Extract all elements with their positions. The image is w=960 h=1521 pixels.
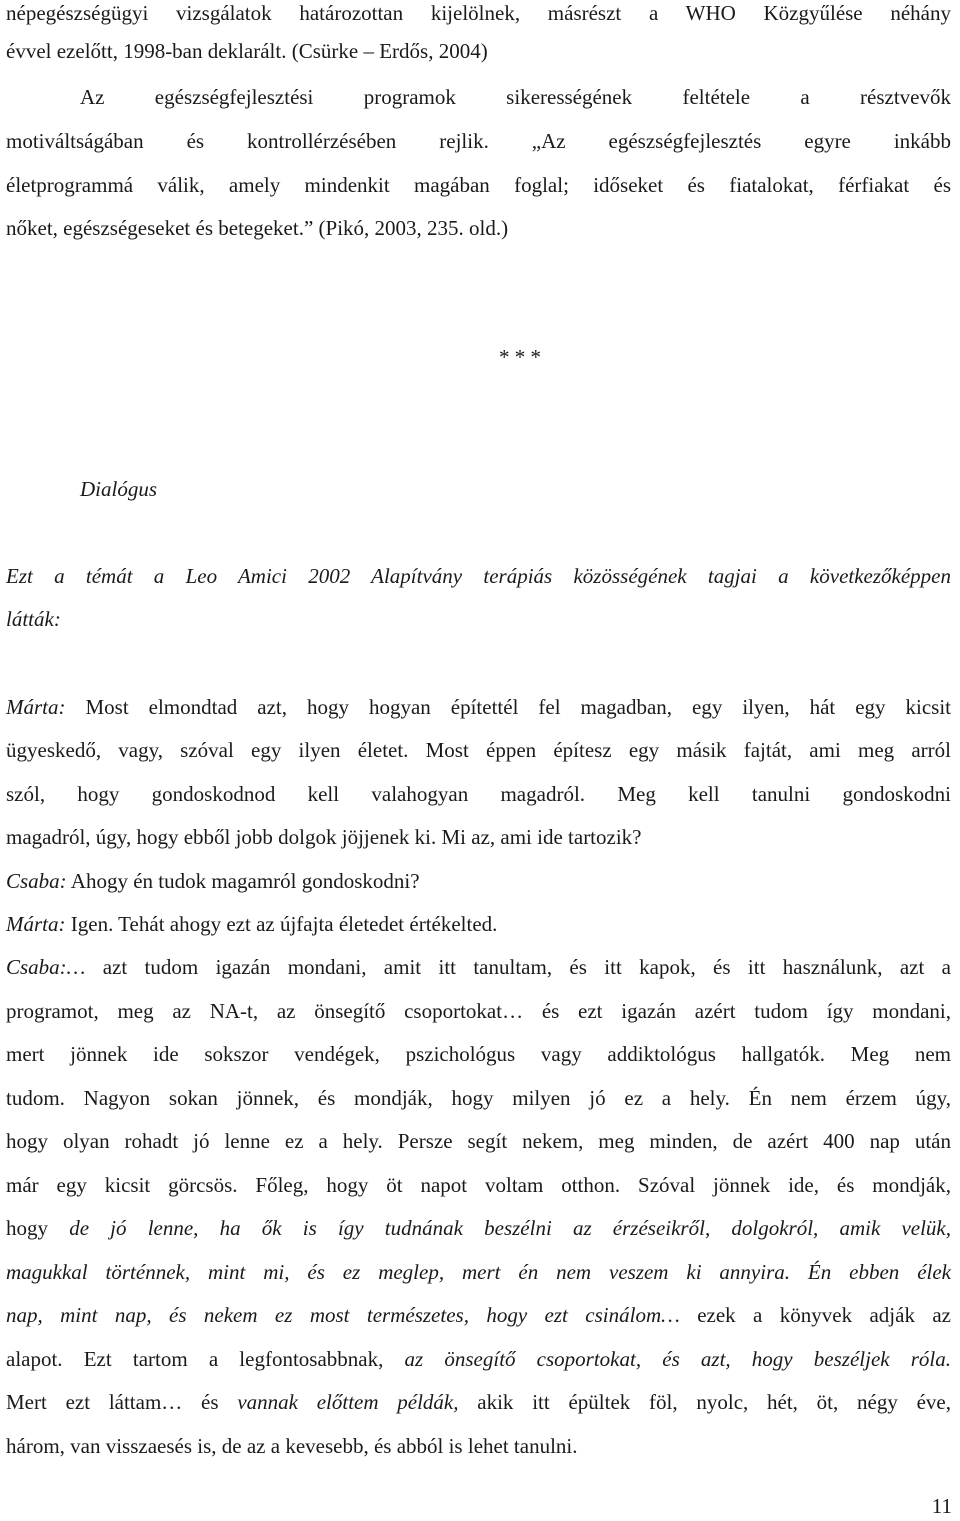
dialogue-text: Ahogy én tudok magamról gondoskodni? [66,869,420,893]
body-text-line: évvel ezelőtt, 1998-ban deklarált. (Csürke – Erdős, 2004) [6,39,488,63]
dialogue-text: akik itt épültek föl, nyolc, hét, öt, négy éve, [458,1390,951,1414]
body-text-line: Az egészségfejlesztési programok sikerességének feltétele a résztvevők [80,85,951,109]
quoted-text: nap, mint nap, és nekem ez most természetes, hogy ezt csinálom… [6,1303,680,1327]
dialogue-line [6,1346,951,1372]
speaker-label: Csaba: [6,869,67,893]
dialogue-text: Mert ezt láttam… és [6,1390,238,1414]
dialogue-line: magadról, úgy, hogy ebből jobb dolgok jöjjenek ki. Mi az, ami ide tartozik? [6,825,642,849]
dialogue-line [6,694,951,720]
dialogue-line: ügyeskedő, vagy, szóval egy ilyen életet. Most éppen építesz egy másik fajtát, ami meg arról [6,738,951,762]
dialogue-line: mert jönnek ide sokszor vendégek, pszichológus vagy addiktológus hallgatók. Meg nem [6,1042,951,1066]
speaker-label: Márta: [6,695,66,719]
dialogue-line [6,1302,951,1328]
dialogue-line [6,1389,951,1415]
quoted-text: az önsegítő csoportokat, és azt, hogy beszéljek róla. [404,1347,951,1371]
dialogue-line [6,1215,951,1241]
dialogue-text: Igen. Tehát ahogy ezt az újfajta életedet értékelted. [65,912,498,936]
body-text-line: nőket, egészségeseket és betegeket.” (Pikó, 2003, 235. old.) [6,216,509,240]
quoted-text: de jó lenne, ha ők is így tudnának beszélni az érzéseikről, dolgokról, amik velük, [69,1216,951,1240]
intro-line: látták: [6,607,61,631]
dialogue-line: már egy kicsit görcsös. Főleg, hogy öt napot voltam otthon. Szóval jönnek ide, és mondják, [6,1173,951,1197]
speaker-label: Csaba:… [6,955,86,979]
body-text-line: életprogrammá válik, amely mindenkit magában foglal; időseket és fiatalokat, férfiakat és [6,173,951,197]
dialogue-text: hogy [6,1216,70,1240]
dialogue-line: tudom. Nagyon sokan jönnek, és mondják, hogy milyen jó ez a hely. Én nem érzem úgy, [6,1086,951,1110]
body-text-line: népegészségügyi vizsgálatok határozottan kijelölnek, másrészt a WHO Közgyűlése néhány [6,1,951,25]
dialogue-line [6,868,951,894]
dialogue-line: szól, hogy gondoskodnod kell valahogyan magadról. Meg kell tanulni gondoskodni [6,782,951,806]
body-text-line: motiváltságában és kontrollérzésében rejlik. „Az egészségfejlesztés egyre inkább [6,129,951,153]
dialogue-line [6,911,951,937]
dialogue-text: alapot. Ezt tartom a legfontosabbnak, [6,1347,405,1371]
page-number: 11 [931,1494,952,1518]
dialogue-line: hogy olyan rohadt jó lenne ez a hely. Persze segít nekem, meg minden, de azért 400 nap után [6,1129,951,1153]
speaker-label: Márta: [6,912,66,936]
dialogue-text: Most elmondtad azt, hogy hogyan építettél fel magadban, egy ilyen, hát egy kicsit [65,695,951,719]
dialogue-line: programot, meg az NA-t, az önsegítő csoportokat… és ezt igazán azért tudom így mondani, [6,999,951,1023]
dialogue-line: három, van visszaesés is, de az a kevesebb, és abból is lehet tanulni. [6,1434,578,1458]
intro-line: Ezt a témát a Leo Amici 2002 Alapítvány terápiás közösségének tagjai a következőképpen [6,564,951,588]
dialogue-line: magukkal történnek, mint mi, és ez meglep, mert én nem veszem ki annyira. Én ebben élek [6,1260,951,1284]
dialogue-text: ezek a könyvek adják az [679,1303,951,1327]
dialogue-text: azt tudom igazán mondani, amit itt tanultam, és itt kapok, és itt használunk, azt a [85,955,951,979]
quoted-text: vannak előttem példák, [237,1390,459,1414]
section-title: Dialógus [80,477,158,501]
section-separator: * * * [499,345,541,369]
dialogue-line [6,954,951,980]
